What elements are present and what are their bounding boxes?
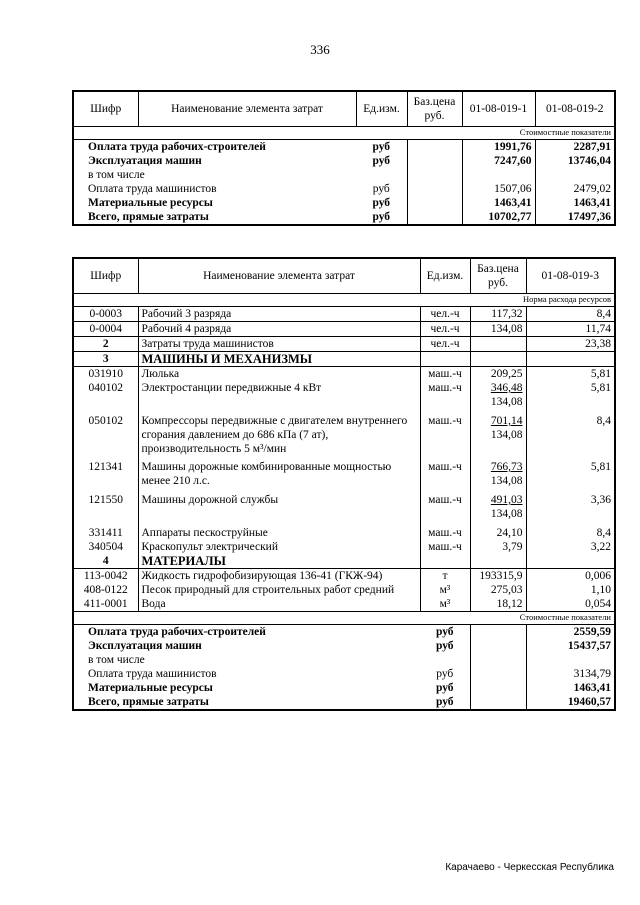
row-price-value: 209,25 (490, 368, 523, 380)
table1-subheader-row (73, 127, 615, 140)
row-unit: руб (372, 141, 391, 153)
row-unit: чел.-ч (420, 307, 470, 322)
row-name: Вода (138, 597, 420, 612)
row-value-1: 1463,41 (462, 196, 535, 210)
row-value: 8,4 (526, 526, 615, 540)
table2-row (73, 322, 615, 337)
row-name: Оплата труда рабочих-строителей (88, 141, 266, 153)
row-price (470, 583, 526, 597)
row-code: 040102 (73, 381, 138, 414)
row-name: Эксплуатация машин (88, 155, 202, 167)
table2-row (73, 352, 615, 367)
row-code: 331411 (73, 526, 138, 540)
row-price-value: 766,73 (490, 461, 523, 473)
row-price (407, 210, 462, 225)
row-price-secondary: 134,08 (490, 429, 523, 441)
row-code: 121550 (73, 493, 138, 526)
table2-header-name: Наименование элемента затрат (138, 258, 420, 294)
table2-cost-subheader-row (73, 612, 615, 625)
row-value-1: 10702,77 (462, 210, 535, 225)
total-price (470, 653, 526, 667)
table2-row (73, 554, 615, 569)
table2-total-row (73, 681, 615, 695)
row-price (470, 493, 526, 526)
table1-header-unit: Ед.изм. (356, 91, 407, 127)
row-value: 0,054 (526, 597, 615, 612)
row-code: 340504 (73, 540, 138, 554)
row-price (470, 352, 526, 367)
row-value: 23,38 (526, 337, 615, 352)
row-value: 5,81 (526, 460, 615, 493)
table2-norm-subheader: Норма расхода ресурсов (73, 294, 615, 307)
page-number: 336 (310, 42, 330, 57)
row-value: 5,81 (526, 367, 615, 382)
total-value: 15437,57 (526, 639, 615, 653)
table2-total-row (73, 667, 615, 681)
row-unit: маш.-ч (420, 414, 470, 460)
row-name: Аппараты пескоструйные (141, 527, 268, 539)
table1-header-col2: 01-08-019-2 (535, 91, 615, 127)
row-price (407, 168, 462, 182)
row-code: 2 (73, 337, 138, 352)
row-unit (420, 554, 470, 569)
total-unit: руб (435, 640, 454, 652)
row-value: 0,006 (526, 569, 615, 584)
row-unit: т (420, 569, 470, 584)
total-price (470, 625, 526, 640)
row-name: Компрессоры передвижные с двигателем внутреннего сгорания давлением до 686 кПа (7 ат), производительность 5 м³/мин (141, 415, 408, 455)
table2-row (73, 337, 615, 352)
row-price (470, 414, 526, 460)
row-unit: руб (372, 197, 391, 209)
total-name: Эксплуатация машин (88, 640, 202, 652)
row-name: Всего, прямые затраты (88, 211, 209, 223)
row-value: 5,81 (526, 381, 615, 414)
row-name: Краскопульт электрический (141, 541, 278, 553)
total-unit (420, 653, 470, 667)
row-price (470, 381, 526, 414)
table2-row (73, 526, 615, 540)
table2-row (73, 414, 615, 460)
row-name: Песок природный для строительных работ средний (141, 584, 395, 596)
table1-row (73, 168, 615, 182)
row-code: 031910 (73, 367, 138, 382)
row-price-secondary: 134,08 (490, 396, 523, 408)
row-value: 8,4 (526, 307, 615, 322)
total-unit: руб (435, 682, 454, 694)
row-price (470, 597, 526, 612)
row-unit: руб (372, 211, 391, 223)
row-value: 3,36 (526, 493, 615, 526)
row-price-value: 346,48 (490, 382, 523, 394)
table2-total-row (73, 653, 615, 667)
row-value (526, 352, 615, 367)
table2-norm-subheader-row (73, 294, 615, 307)
row-price-value: 275,03 (490, 584, 523, 596)
row-price (407, 154, 462, 168)
row-value-2: 1463,41 (535, 196, 615, 210)
table2-row (73, 381, 615, 414)
row-unit: чел.-ч (420, 322, 470, 337)
row-unit: м³ (420, 583, 470, 597)
row-price-value: 18,12 (496, 598, 523, 610)
row-name: Затраты труда машинистов (138, 337, 420, 352)
row-price (470, 307, 526, 322)
row-name: Материальные ресурсы (88, 197, 213, 209)
row-value-2: 17497,36 (535, 210, 615, 225)
row-name: Электростанции передвижные 4 кВт (141, 382, 322, 394)
table1-header-name: Наименование элемента затрат (138, 91, 356, 127)
row-price (470, 526, 526, 540)
row-unit (356, 168, 407, 182)
table1-header-code: Шифр (73, 91, 138, 127)
row-price (407, 196, 462, 210)
row-value: 1,10 (526, 583, 615, 597)
table2-header-code: Шифр (73, 258, 138, 294)
row-unit: м³ (420, 597, 470, 612)
row-price (407, 140, 462, 155)
table1-row (73, 210, 615, 225)
row-value-1: 1991,76 (462, 140, 535, 155)
row-value-2: 2479,02 (535, 182, 615, 196)
row-code: 408-0122 (73, 583, 138, 597)
row-price-value: 491,03 (490, 494, 523, 506)
row-price-value: 701,14 (490, 415, 523, 427)
row-unit: чел.-ч (420, 337, 470, 352)
table2-header-row (73, 258, 615, 294)
row-code: 4 (73, 554, 138, 569)
cost-table-1 (72, 90, 616, 226)
table2-header-col: 01-08-019-3 (526, 258, 615, 294)
row-unit: руб (372, 155, 391, 167)
table2-total-row (73, 639, 615, 653)
table2-row (73, 307, 615, 322)
row-price (470, 322, 526, 337)
total-price (470, 681, 526, 695)
row-code: 050102 (73, 414, 138, 460)
row-name: МАТЕРИАЛЫ (138, 554, 420, 569)
row-name: Рабочий 3 разряда (138, 307, 420, 322)
table2-total-row (73, 625, 615, 640)
row-code: 0-0003 (73, 307, 138, 322)
table2-row (73, 540, 615, 554)
row-value-1: 7247,60 (462, 154, 535, 168)
row-unit: маш.-ч (420, 526, 470, 540)
row-value (526, 554, 615, 569)
row-price-value: 193315,9 (479, 570, 523, 582)
row-unit: маш.-ч (420, 367, 470, 382)
row-unit (420, 352, 470, 367)
table2-header-unit: Ед.изм. (420, 258, 470, 294)
row-unit: маш.-ч (420, 540, 470, 554)
total-price (470, 639, 526, 653)
total-unit: руб (435, 696, 454, 708)
total-name: Материальные ресурсы (88, 682, 213, 694)
row-code: 411-0001 (73, 597, 138, 612)
total-price (470, 667, 526, 681)
row-price-secondary: 134,08 (490, 475, 523, 487)
table1-row (73, 196, 615, 210)
row-value-1 (462, 168, 535, 182)
table2-header-price: Баз.цена руб. (470, 258, 526, 294)
row-price (470, 337, 526, 352)
row-name: в том числе (88, 169, 145, 181)
table1-header-row (73, 91, 615, 127)
row-price (470, 540, 526, 554)
row-unit: маш.-ч (420, 460, 470, 493)
row-name: Жидкость гидрофобизирующая 136-41 (ГКЖ-94) (141, 570, 383, 582)
row-value-2: 13746,04 (535, 154, 615, 168)
row-value-2 (535, 168, 615, 182)
table2-row (73, 460, 615, 493)
row-price-value: 3,79 (502, 541, 523, 553)
total-value (526, 653, 615, 667)
table1-row (73, 140, 615, 155)
table1-row (73, 182, 615, 196)
total-unit: руб (436, 668, 454, 680)
row-value-1: 1507,06 (462, 182, 535, 196)
table2-total-row (73, 695, 615, 710)
row-value: 3,22 (526, 540, 615, 554)
cost-table-2 (72, 257, 616, 711)
total-value: 2559,59 (526, 625, 615, 640)
table2-row (73, 583, 615, 597)
footer-region: Карачаево - Черкесская Республика (445, 862, 614, 873)
row-price-value: 134,08 (490, 323, 523, 335)
total-value: 3134,79 (526, 667, 615, 681)
row-price (470, 569, 526, 584)
table1-row (73, 154, 615, 168)
table1-subheader: Стоимостные показатели (73, 127, 615, 140)
row-name: Машины дорожные комбинированные мощностью менее 210 л.с. (141, 461, 392, 487)
total-name: Всего, прямые затраты (88, 696, 209, 708)
total-value: 1463,41 (526, 681, 615, 695)
row-price (470, 460, 526, 493)
row-unit: руб (372, 183, 390, 195)
table2-row (73, 367, 615, 382)
table1-header-col1: 01-08-019-1 (462, 91, 535, 127)
total-name: в том числе (88, 654, 145, 666)
row-price-secondary: 134,08 (490, 508, 523, 520)
table2-row (73, 597, 615, 612)
row-price-value: 24,10 (496, 527, 523, 539)
row-value-2: 2287,91 (535, 140, 615, 155)
row-price (407, 182, 462, 196)
row-price-value: 117,32 (491, 308, 523, 320)
total-price (470, 695, 526, 710)
total-unit: руб (435, 626, 454, 638)
row-price (470, 367, 526, 382)
row-name: Рабочий 4 разряда (138, 322, 420, 337)
row-name: Люлька (141, 368, 180, 380)
row-name: МАШИНЫ И МЕХАНИЗМЫ (138, 352, 420, 367)
total-value: 19460,57 (526, 695, 615, 710)
row-name: Оплата труда машинистов (88, 183, 217, 195)
row-code: 3 (73, 352, 138, 367)
table2-row (73, 569, 615, 584)
row-code: 0-0004 (73, 322, 138, 337)
row-name: Машины дорожной службы (141, 494, 279, 506)
table2-row (73, 493, 615, 526)
total-name: Оплата труда машинистов (88, 668, 217, 680)
row-value: 11,74 (526, 322, 615, 337)
row-code: 113-0042 (73, 569, 138, 584)
row-code: 121341 (73, 460, 138, 493)
table2-cost-subheader: Стоимостные показатели (73, 612, 615, 625)
row-unit: маш.-ч (420, 381, 470, 414)
row-unit: маш.-ч (420, 493, 470, 526)
table1-header-price: Баз.цена руб. (407, 91, 462, 127)
row-price (470, 554, 526, 569)
row-value: 8,4 (526, 414, 615, 460)
total-name: Оплата труда рабочих-строителей (88, 626, 266, 638)
